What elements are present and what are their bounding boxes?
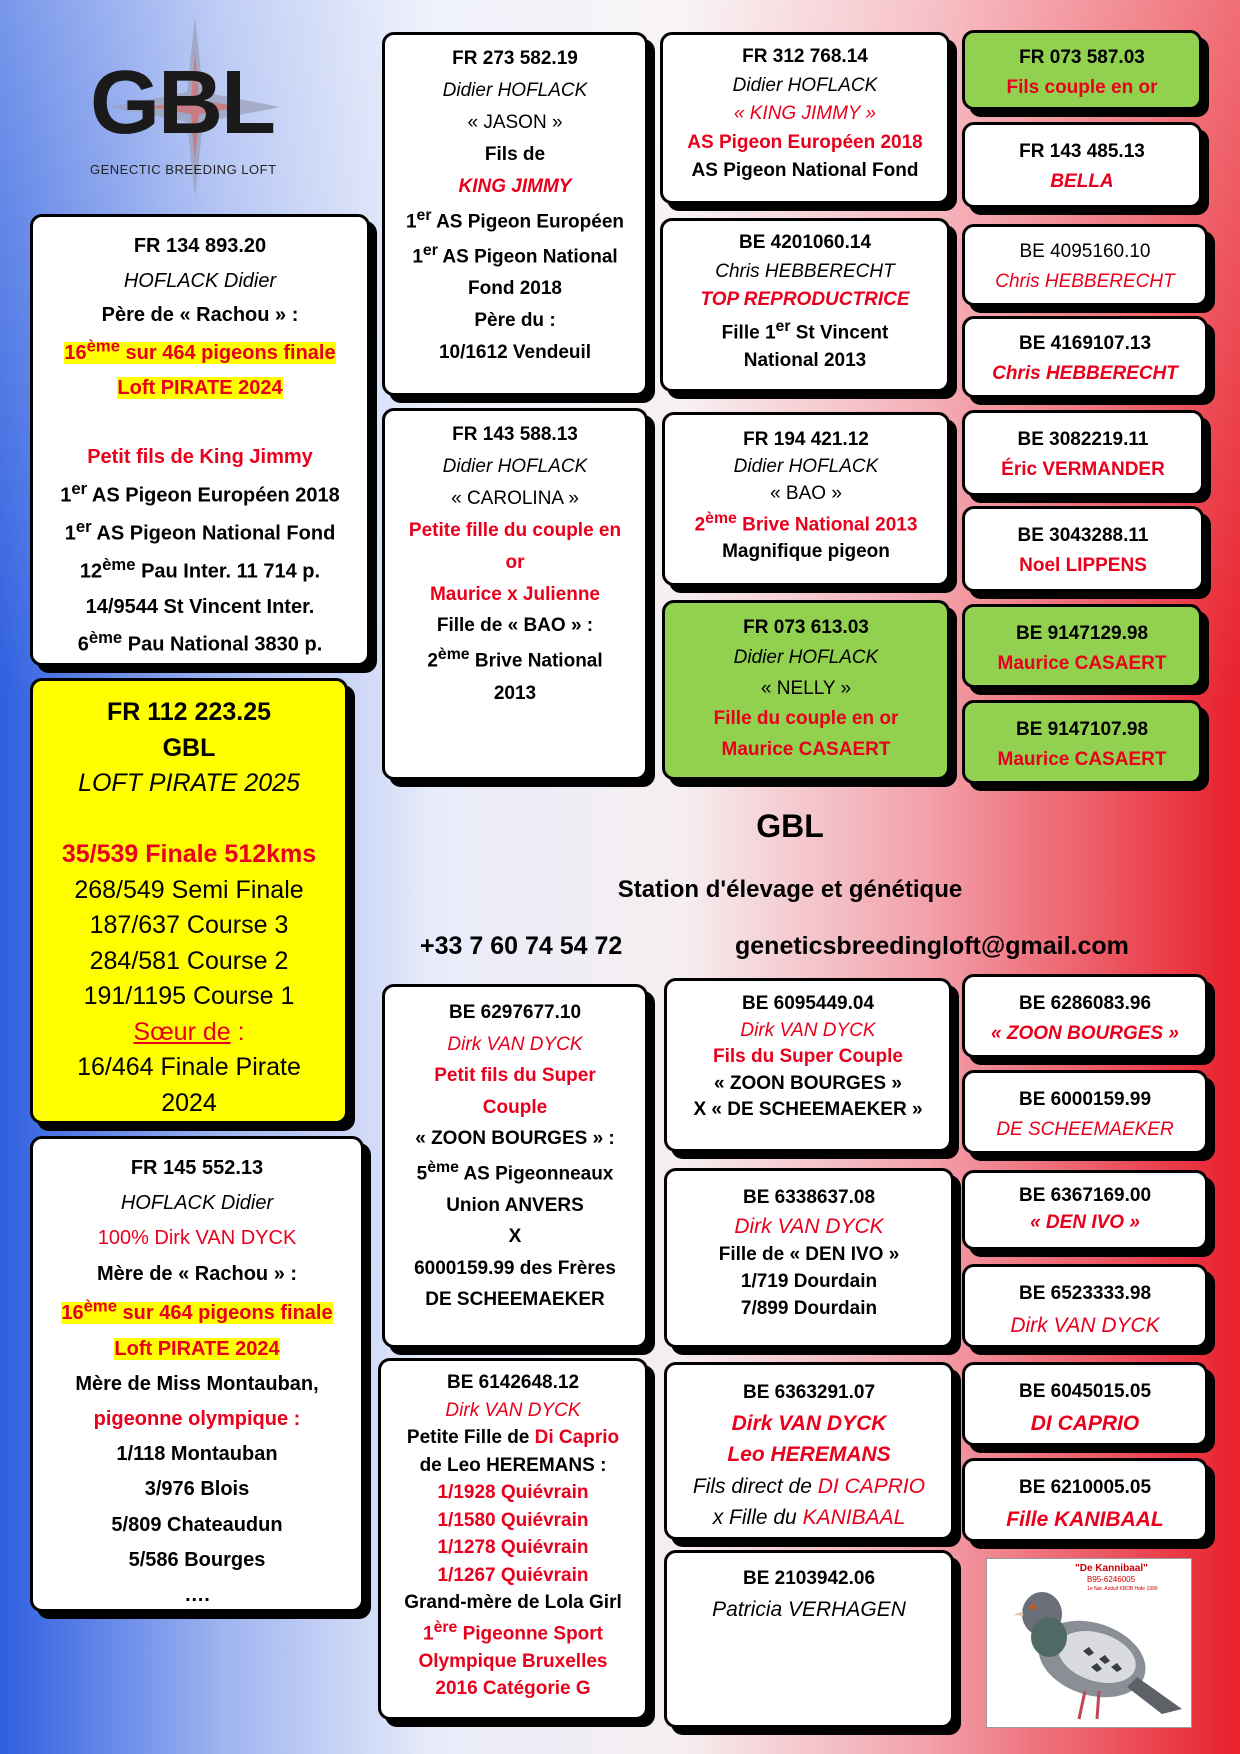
text-line: DE SCHEEMAEKER: [996, 1119, 1174, 1141]
pigeon-photo: [986, 1558, 1192, 1728]
text-line: Fille de « DEN IVO »: [718, 1243, 900, 1265]
text-line: Chris HEBBERECHT: [992, 363, 1178, 385]
text-line: AS Pigeon Européen 2018: [687, 131, 923, 153]
ring-number: BE 6000159.99: [1018, 1089, 1152, 1110]
box-fr134: [30, 214, 370, 666]
text-line: 5/586 Bourges: [128, 1548, 266, 1571]
text-line: 1/1928 Quiévrain: [437, 1482, 589, 1504]
box-fr145: [30, 1136, 364, 1612]
ring-number: FR 312 768.14: [742, 46, 868, 67]
box-be3043: [962, 506, 1204, 592]
text-line: « ZOON BOURGES »: [991, 1023, 1179, 1045]
box-fr143485: [962, 122, 1202, 208]
text-part: 1: [60, 484, 72, 507]
owner: Dirk VAN DYCK: [731, 1411, 887, 1435]
sup: ème: [427, 1158, 459, 1176]
box-be4169: [962, 316, 1208, 398]
ring-number: FR 134 893.20: [133, 235, 267, 257]
text-line: de Leo HEREMANS :: [419, 1454, 607, 1476]
box-fr312: [660, 32, 950, 204]
text-part: DI CAPRIO: [817, 1474, 926, 1498]
ring-number: BE 4095160.10: [1019, 241, 1151, 262]
text-line: 187/637 Course 3: [89, 911, 289, 939]
sup: er: [422, 241, 438, 259]
ring-number: FR 143 588.13: [452, 424, 578, 445]
box-be6338: [664, 1168, 954, 1348]
text-part: 2: [427, 650, 438, 672]
text-line: [39, 1332, 355, 1367]
ring-number: BE 6297677.10: [448, 1002, 582, 1023]
text-line: [391, 1155, 639, 1190]
text-line: « ZOON BOURGES » :: [415, 1128, 615, 1150]
text-part: 16: [61, 1302, 84, 1325]
text-line: [39, 333, 361, 371]
owner: Didier HOFLACK: [442, 455, 588, 477]
sup: ème: [102, 555, 136, 575]
box-be6523: [962, 1264, 1208, 1348]
ring-number: BE 9147129.98: [1015, 623, 1149, 644]
text-line: Petit fils de King Jimmy: [87, 446, 313, 469]
text-line: « BAO »: [770, 482, 842, 504]
sup: er: [416, 206, 432, 224]
text-part: x Fille du: [712, 1506, 803, 1529]
text-line: [387, 1424, 639, 1452]
box-fr143588: [382, 408, 648, 780]
text-part: 1: [405, 210, 417, 232]
text-line: Leo HEREMANS: [727, 1443, 891, 1466]
sup: ème: [88, 628, 123, 648]
text-line: Mère de Miss Montauban,: [75, 1372, 319, 1395]
box-be6000: [962, 1070, 1208, 1154]
text-line: [39, 624, 361, 662]
owner: Dirk VAN DYCK: [445, 1399, 581, 1421]
ring-number: BE 6045015.05: [1018, 1381, 1152, 1402]
text-line: Noel LIPPENS: [1019, 555, 1147, 577]
text-part: sur 464 pigeons finale: [116, 1302, 333, 1325]
sup: ème: [83, 1296, 117, 1316]
text-line: ….: [184, 1583, 210, 1606]
text-part: St Vincent: [790, 321, 889, 343]
ring-number: BE 6286083.96: [1018, 993, 1152, 1014]
text-part: AS Pigeon Européen: [431, 210, 625, 232]
owner: Dirk VAN DYCK: [447, 1033, 583, 1055]
text-part: AS Pigeonneaux: [458, 1162, 614, 1184]
text-part: KANIBAAL: [802, 1506, 906, 1529]
owner: HOFLACK Didier: [120, 1192, 274, 1215]
box-be6142: [378, 1358, 648, 1720]
owner: Patricia VERHAGEN: [712, 1597, 906, 1621]
owner: Didier HOFLACK: [442, 79, 588, 101]
text-line: [39, 551, 361, 589]
ring-number: BE 4201060.14: [738, 232, 872, 253]
text-line: 2013: [493, 682, 537, 704]
text-line: Chris HEBBERECHT: [995, 271, 1175, 293]
text-line: [391, 203, 639, 238]
sup: ème: [86, 336, 120, 356]
ring-number: FR 145 552.13: [130, 1157, 264, 1179]
text-line: [39, 1292, 355, 1332]
text-part: AS Pigeon Européen 2018: [87, 484, 340, 507]
text-line: [387, 1617, 639, 1648]
text-line: Grand-mère de Lola Girl: [404, 1592, 622, 1614]
text-line: or: [505, 551, 525, 573]
text-part: Fils direct de: [692, 1474, 818, 1498]
text-line: [391, 238, 639, 273]
text-line: Dirk VAN DYCK: [1010, 1314, 1160, 1338]
text-part: Loft PIRATE 2024: [117, 377, 283, 400]
text-part: AS Pigeon National: [437, 246, 618, 268]
text-line: Fils couple en or: [1006, 77, 1158, 99]
text-part: 16: [64, 342, 87, 365]
box-be9147129: [962, 604, 1202, 688]
pigeon-icon: [987, 1559, 1193, 1729]
text-line: AS Pigeon National Fond: [691, 160, 919, 181]
sup: ème: [437, 646, 470, 664]
text-line: 5/809 Chateaudun: [111, 1513, 283, 1536]
ring-number: BE 6523333.98: [1018, 1283, 1152, 1304]
center-title: GBL: [756, 808, 824, 844]
text-line: Petite fille du couple en: [408, 519, 622, 541]
text-line: 2016 Catégorie G: [435, 1678, 591, 1700]
text-line: 2024: [161, 1088, 217, 1117]
ring-number: BE 9147107.98: [1015, 719, 1149, 740]
text-line: 191/1195 Course 1: [83, 982, 295, 1010]
box-be9147107: [962, 700, 1202, 784]
text-line: [39, 475, 361, 513]
text-line: Maurice CASAERT: [721, 738, 891, 760]
text-line: Magnifique pigeon: [722, 541, 890, 563]
box-fr273: [382, 32, 648, 396]
text-line: Mère de « Rachou » :: [96, 1262, 298, 1285]
text-line: 1/1278 Quiévrain: [437, 1537, 589, 1559]
box-be4201: [660, 218, 950, 392]
box-be6286: [962, 974, 1208, 1058]
text-line: « NELLY »: [760, 677, 852, 699]
ring-number: BE 6363291.07: [742, 1382, 876, 1403]
text-line: Maurice x Julienne: [429, 583, 600, 605]
ring-number: FR 073 613.03: [743, 617, 869, 638]
text-line: X « DE SCHEEMAEKER »: [693, 1099, 923, 1121]
text-line: 7/899 Dourdain: [740, 1297, 878, 1319]
text-line: Fond 2018: [468, 278, 562, 299]
text-line: 10/1612 Vendeuil: [438, 341, 592, 363]
text-line: Petit fils du Super: [434, 1065, 596, 1087]
sup: ème: [705, 509, 737, 527]
box-be4095: [962, 224, 1208, 306]
text-line: Olympique Bruxelles: [418, 1650, 608, 1672]
photo-caption-title: "De Kannibaal": [1075, 1563, 1148, 1574]
text-part: Pau Inter. 11 714 p.: [135, 560, 321, 583]
text-line: 6000159.99 des Frères: [414, 1257, 616, 1279]
text-line: Fils de: [484, 143, 546, 165]
ring-number: FR 143 485.13: [1019, 141, 1145, 162]
photo-caption-ring: B95-6246005: [1087, 1575, 1136, 1584]
text-line: KING JIMMY: [458, 175, 572, 197]
text-line: X: [508, 1226, 522, 1248]
text-part: 6: [77, 633, 89, 656]
box-fr112: [30, 678, 348, 1124]
text-line: 35/539 Finale 512kms: [61, 840, 317, 868]
text-line: Maurice CASAERT: [997, 653, 1167, 675]
sup: ère: [433, 1618, 458, 1636]
box-be6363: [664, 1362, 954, 1540]
text-part: 2: [694, 514, 706, 536]
text-line: [39, 1015, 339, 1051]
text-line: « KING JIMMY »: [733, 103, 877, 124]
text-line: Fille de « BAO » :: [436, 615, 594, 637]
owner: Dirk VAN DYCK: [740, 1019, 876, 1041]
spacer: [39, 406, 361, 441]
text-line: [673, 1502, 945, 1534]
text-line: pigeonne olympique :: [93, 1407, 301, 1430]
box-be3082: [962, 410, 1204, 496]
ring-number: BE 3082219.11: [1017, 429, 1149, 450]
text-line: Père de « Rachou » :: [101, 304, 299, 327]
text-line: BELLA: [1050, 171, 1114, 193]
text-part: 5: [416, 1162, 428, 1184]
text-line: [671, 508, 941, 539]
text-line: « CAROLINA »: [451, 487, 579, 509]
sup: er: [75, 517, 92, 537]
phone-number[interactable]: +33 7 60 74 54 72: [420, 932, 623, 960]
photo-caption-note: 1e Nat. Asduif KBDB Hafe 1996: [1087, 1586, 1158, 1592]
text-part: Loft PIRATE 2024: [114, 1337, 280, 1360]
box-fr073613: [662, 600, 950, 780]
text-line: [39, 371, 361, 406]
text-line: Père du :: [474, 309, 556, 331]
text-line: 3/976 Blois: [144, 1478, 250, 1501]
text-line: DE SCHEEMAEKER: [425, 1289, 605, 1311]
center-subtitle: Station d'élevage et génétique: [617, 876, 963, 903]
text-line: DI CAPRIO: [1030, 1412, 1140, 1436]
text-part: Brive National: [469, 650, 603, 672]
logo-text: GBL: [90, 53, 274, 153]
text-part: AS Pigeon National Fond: [91, 522, 336, 545]
text-line: 284/581 Course 2: [89, 946, 289, 975]
text-line: [391, 642, 639, 677]
owner: Didier HOFLACK: [733, 455, 879, 477]
gbl-logo: [80, 12, 300, 202]
ring-number: BE 6338637.08: [742, 1187, 876, 1208]
text-line: Fille KANIBAAL: [1006, 1508, 1164, 1532]
ring-number: BE 4169107.13: [1018, 333, 1152, 354]
owner: HOFLACK Didier: [123, 269, 277, 292]
text-part: Fille 1: [721, 321, 776, 343]
text-line: 268/549 Semi Finale: [74, 875, 304, 904]
ring-number: FR 073 587.03: [1019, 47, 1145, 68]
owner: GBL: [162, 733, 216, 762]
text-line: TOP REPRODUCTRICE: [700, 289, 910, 310]
text-line: 1/118 Montauban: [116, 1443, 278, 1466]
ring-number: FR 112 223.25: [106, 698, 271, 726]
text-line: [669, 315, 941, 348]
owner: Didier HOFLACK: [733, 647, 879, 669]
text-part: Pau National 3830 p.: [122, 633, 323, 656]
text-part: Sœur de: [133, 1017, 231, 1046]
ring-number: FR 194 421.12: [743, 429, 869, 450]
text-line: « ZOON BOURGES »: [714, 1072, 902, 1094]
box-be6297: [382, 984, 648, 1348]
ring-number: BE 6210005.05: [1018, 1477, 1152, 1498]
text-line: 1/1267 Quiévrain: [437, 1564, 589, 1586]
text-part: Petite Fille de: [406, 1427, 535, 1449]
email-address[interactable]: geneticsbreedingloft@gmail.com: [735, 932, 1129, 960]
ring-number: BE 3043288.11: [1017, 525, 1149, 546]
ring-number: FR 273 582.19: [452, 48, 578, 69]
box-be2103: [664, 1550, 954, 1728]
logo-subtitle: GENECTIC BREEDING LOFT: [90, 162, 277, 177]
text-line: 14/9544 St Vincent Inter.: [85, 595, 315, 618]
text-line: 16/464 Finale Pirate: [77, 1053, 301, 1081]
ring-number: BE 6142648.12: [446, 1372, 580, 1393]
text-line: « JASON »: [467, 111, 563, 133]
text-line: [39, 513, 361, 551]
owner: Didier HOFLACK: [732, 74, 878, 96]
box-be6210: [962, 1458, 1208, 1542]
text-line: 1/719 Dourdain: [740, 1270, 878, 1292]
text-line: 1/1580 Quiévrain: [437, 1509, 589, 1531]
text-part: 1: [64, 522, 76, 545]
text-line: Fils du Super Couple: [712, 1046, 903, 1068]
text-part: Pigeonne Sport: [457, 1623, 604, 1645]
text-part: sur 464 pigeons finale: [119, 342, 336, 365]
ring-number: BE 6367169.00: [1018, 1185, 1152, 1206]
owner: Chris HEBBERECHT: [715, 260, 895, 282]
sup: er: [775, 317, 791, 335]
box-fr073587: [962, 30, 1202, 110]
text-part: 1: [412, 246, 423, 268]
text-line: LOFT PIRATE 2025: [78, 769, 300, 797]
text-line: Éric VERMANDER: [1001, 459, 1165, 481]
text-part: Brive National 2013: [736, 514, 918, 536]
text-line: « DEN IVO »: [1030, 1211, 1140, 1233]
ring-number: BE 2103942.06: [742, 1568, 876, 1589]
text-line: Maurice CASAERT: [997, 749, 1167, 771]
text-line: National 2013: [743, 350, 867, 372]
text-part: :: [230, 1017, 245, 1046]
sup: er: [71, 478, 88, 498]
box-fr194: [662, 412, 950, 586]
spacer: [39, 802, 339, 838]
text-line: 100% Dirk VAN DYCK: [97, 1227, 297, 1250]
text-line: Union ANVERS: [446, 1194, 584, 1216]
box-be6367: [962, 1170, 1208, 1250]
text-part: 1: [422, 1623, 434, 1645]
text-part: 12: [79, 560, 103, 583]
box-be6045: [962, 1362, 1208, 1446]
text-line: Couple: [482, 1096, 548, 1118]
owner: Dirk VAN DYCK: [734, 1214, 884, 1238]
text-line: Fille du couple en or: [713, 708, 899, 730]
ring-number: BE 6095449.04: [741, 993, 875, 1014]
text-line: [673, 1471, 945, 1503]
text-part: Di Caprio: [534, 1427, 620, 1449]
box-be6095: [664, 978, 952, 1152]
